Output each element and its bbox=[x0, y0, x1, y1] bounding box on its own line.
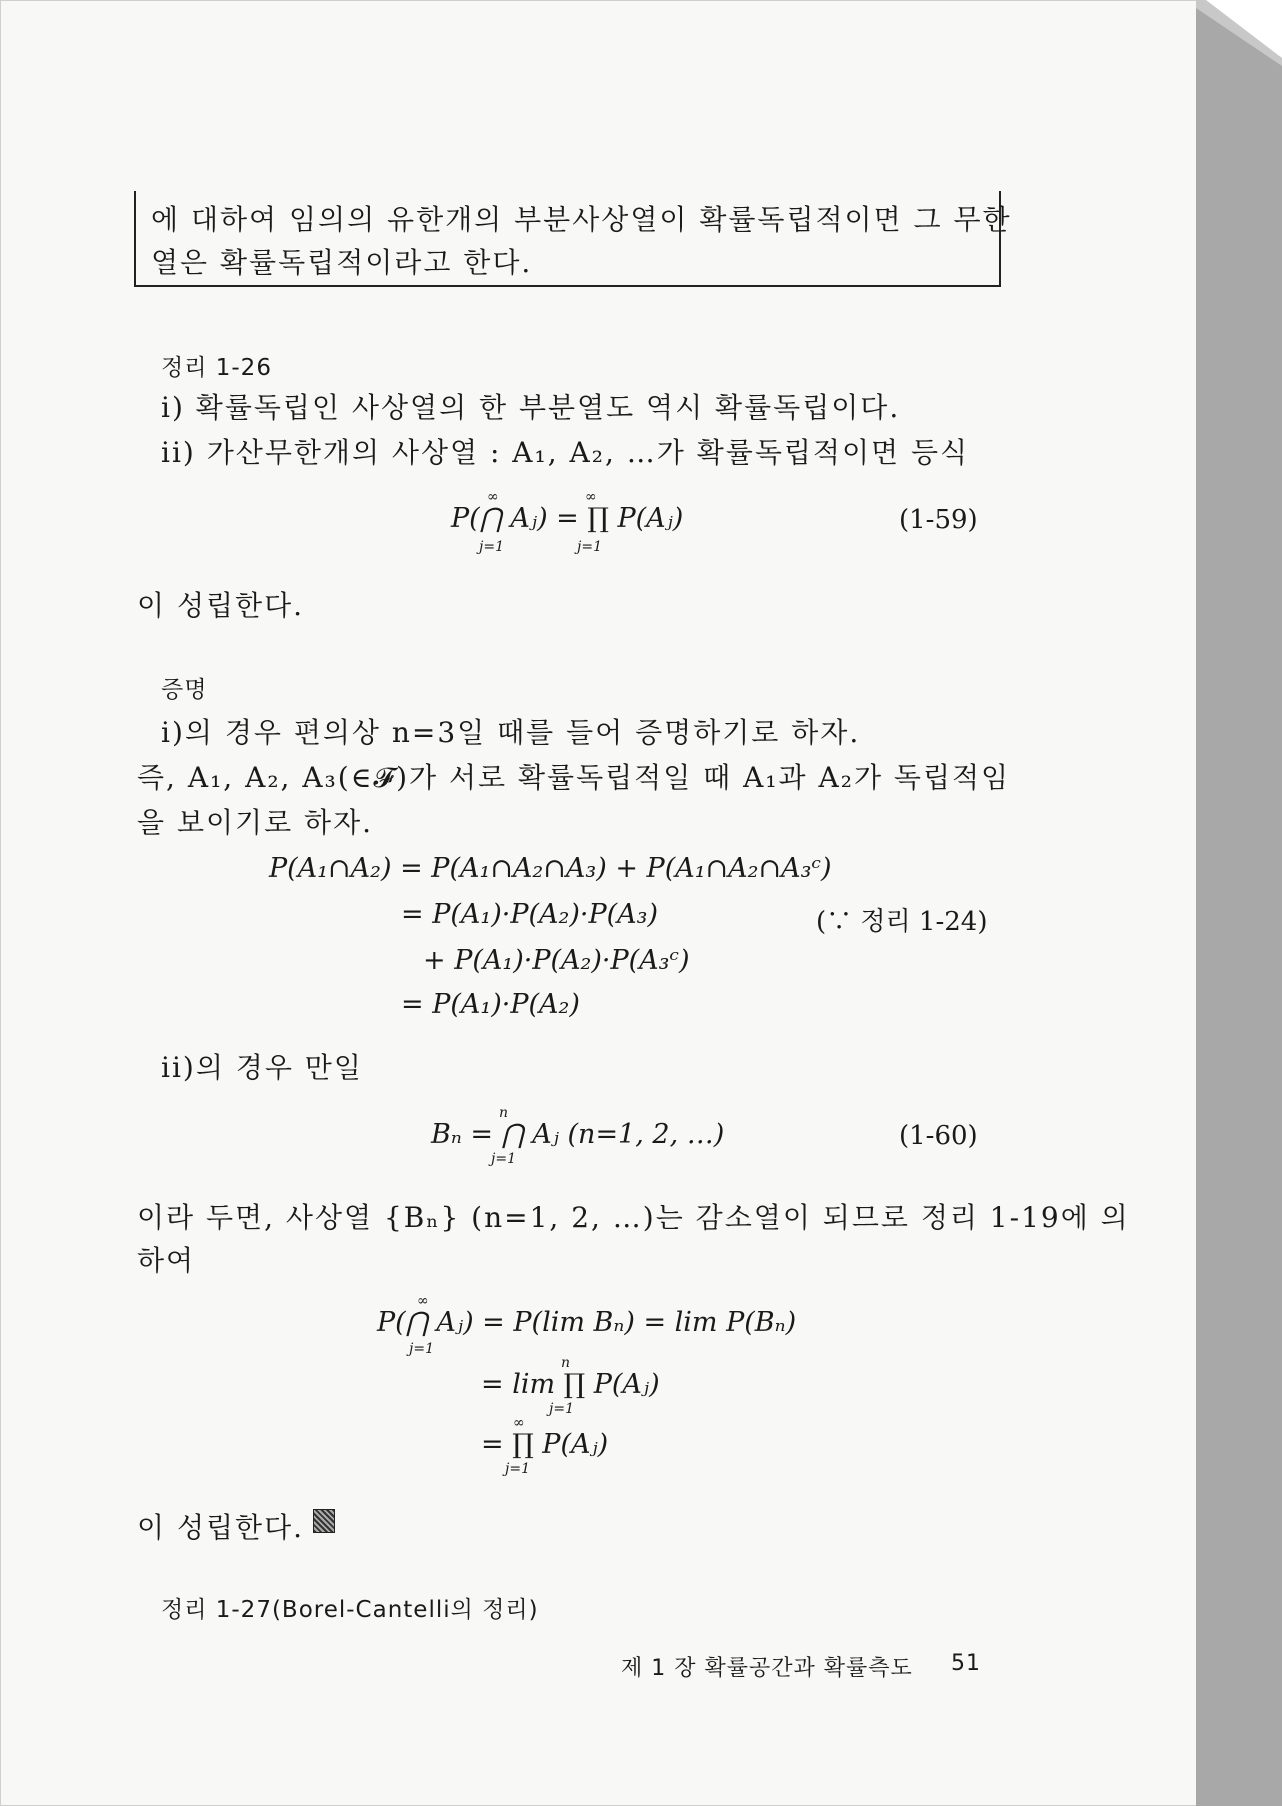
page-number: 51 bbox=[951, 1651, 981, 1676]
limit-upper: ∞ bbox=[513, 1415, 525, 1431]
definition-line-2: 열은 확률독립적이라고 한다. bbox=[151, 246, 533, 279]
proof-equation-3: + P(A₁)·P(A₂)·P(A₃ᶜ) bbox=[423, 945, 690, 976]
proof-line-4: 이라 두면, 사상열 {Bₙ} (n=1, 2, …)는 감소열이 되므로 정리 1-19에 의 bbox=[137, 1201, 1130, 1234]
limit-lower: j=1 bbox=[409, 1341, 434, 1357]
limit-lower: j=1 bbox=[491, 1151, 516, 1167]
qed-mark bbox=[313, 1509, 335, 1533]
page-edge-shadow bbox=[1196, 0, 1282, 1806]
proof-conclusion: 이 성립한다. bbox=[137, 1511, 305, 1544]
proof-line-5: 하여 bbox=[137, 1244, 196, 1277]
proof-line-2: 즉, A₁, A₂, A₃(∈𝓕)가 서로 확률독립적일 때 A₁과 A₂가 독립적임 bbox=[137, 761, 1011, 794]
limit-upper: ∞ bbox=[417, 1293, 429, 1309]
limit-upper: n bbox=[561, 1355, 571, 1371]
limit-lower: j=1 bbox=[577, 539, 602, 555]
proof-equation-6: = lim ∏ P(Aⱼ) bbox=[481, 1369, 660, 1400]
limit-lower: j=1 bbox=[549, 1401, 574, 1417]
proof-equation-4: = P(A₁)·P(A₂) bbox=[401, 989, 580, 1020]
proof-line-1: i)의 경우 편의상 n=3일 때를 들어 증명하기로 하자. bbox=[161, 716, 861, 749]
limit-upper: ∞ bbox=[487, 489, 499, 505]
equation-number: (1-60) bbox=[899, 1121, 978, 1151]
equation-1-59: P(⋂ Aⱼ) = ∏ P(Aⱼ) bbox=[451, 503, 684, 534]
proof-equation-2: = P(A₁)·P(A₂)·P(A₃) bbox=[401, 899, 659, 930]
theorem-1-26-item-2: ii) 가산무한개의 사상열 : A₁, A₂, …가 확률독립적이면 등식 bbox=[161, 436, 970, 469]
proof-equation-note: (∵ 정리 1-24) bbox=[816, 907, 988, 937]
theorem-1-26-heading: 정리 1-26 bbox=[161, 355, 272, 381]
proof-case-2: ii)의 경우 만일 bbox=[161, 1051, 363, 1084]
definition-line-1: 에 대하여 임의의 유한개의 부분사상열이 확률독립적이면 그 무한 bbox=[151, 203, 1012, 236]
equation-number: (1-59) bbox=[899, 505, 978, 535]
theorem-1-27-heading: 정리 1-27(Borel-Cantelli의 정리) bbox=[161, 1597, 539, 1623]
theorem-1-26-conclusion: 이 성립한다. bbox=[137, 589, 305, 622]
proof-equation-5: P(⋂ Aⱼ) = P(lim Bₙ) = lim P(Bₙ) bbox=[377, 1307, 797, 1338]
proof-line-3: 을 보이기로 하자. bbox=[137, 806, 374, 839]
footer-chapter: 제 1 장 확률공간과 확률측도 bbox=[621, 1656, 913, 1681]
theorem-1-26-item-1: i) 확률독립인 사상열의 한 부분열도 역시 확률독립이다. bbox=[161, 391, 901, 424]
limit-upper: n bbox=[499, 1105, 509, 1121]
limit-lower: j=1 bbox=[479, 539, 504, 555]
limit-lower: j=1 bbox=[505, 1461, 530, 1477]
equation-1-60: Bₙ = ⋂ Aⱼ (n=1, 2, …) bbox=[431, 1119, 725, 1150]
proof-equation-7: = ∏ P(Aⱼ) bbox=[481, 1429, 609, 1460]
limit-upper: ∞ bbox=[585, 489, 597, 505]
proof-equation-1: P(A₁∩A₂) = P(A₁∩A₂∩A₃) + P(A₁∩A₂∩A₃ᶜ) bbox=[269, 853, 832, 884]
proof-heading: 증명 bbox=[161, 677, 208, 703]
